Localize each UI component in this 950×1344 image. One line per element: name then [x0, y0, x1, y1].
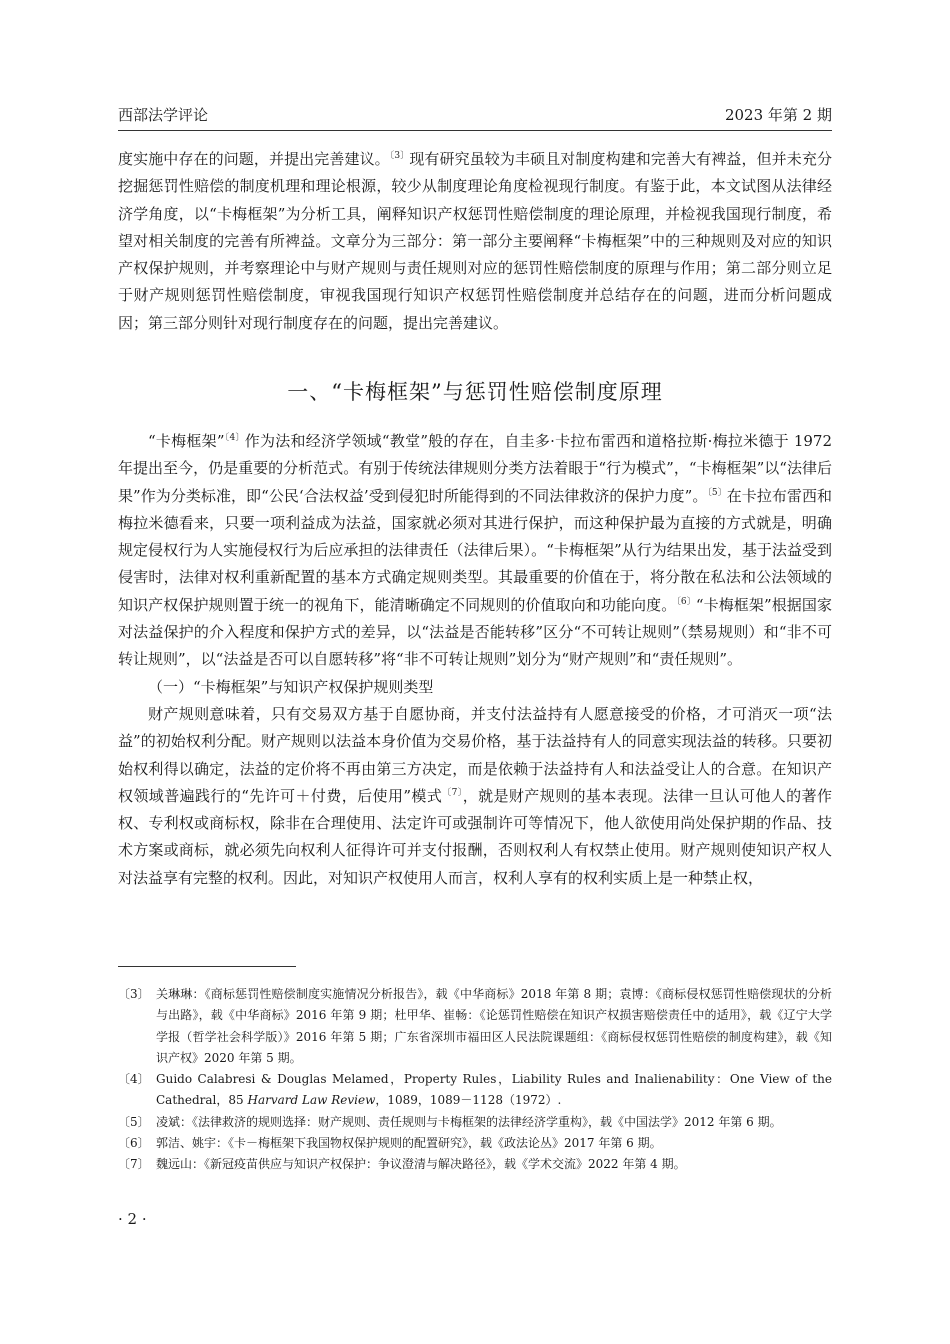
footnote-4 [118, 1069, 832, 1112]
running-header [118, 100, 832, 130]
footnote-ref-7[interactable]: 〔7〕 [442, 787, 463, 798]
footnote-mark: 〔4〕 [118, 1072, 150, 1087]
subsection-title: （一）“卡梅框架”与知识产权保护规则类型 [148, 677, 434, 696]
footnote-7 [118, 1154, 832, 1175]
footnote-6 [118, 1133, 832, 1154]
footnote-ref-6[interactable]: 〔6〕 [676, 596, 696, 607]
footnote-mark: 〔3〕 [118, 987, 150, 1001]
para1-text-3: 在卡拉布雷西和梅拉米德看来，只要一项利益成为法益，国家就必须对其进行保护，而这种保护最为直接的方式就是，明确规定侵权行为人实施侵权行为后应承担的法律责任（法律后果）。“卡梅框架”从行为结果出发，基于法益受到侵害时，法律对权利重新配置的基本方式确定规则类型。其最重要的价值在于，将分散在私法和公法领域的知识产权保护规则置于统一的视角下，能清晰确定不同规则的价值取向和功能向度。 [118, 486, 832, 614]
header-divider [118, 130, 832, 131]
footnote-journal-title: Harvard Law Review [247, 1093, 376, 1108]
footnote-mark: 〔7〕 [118, 1157, 150, 1172]
paragraph-cathedral-framework [118, 428, 832, 674]
main-body [118, 428, 832, 892]
footnote-text-pre: Guido Calabresi & Douglas Melamed，Property Rules，Liability Rules and Inalienability：One View of the Cathedral，85 [156, 1072, 832, 1108]
footnotes [118, 984, 832, 1176]
footnote-divider [118, 966, 296, 967]
para1-text-4: “卡梅框架”根据国家对法益保护的介入程度和保护方式的差异，以“法益是否能转移”区分“不可转让规则”（禁易规则）和“非不可转让规则”，以“法益是否可以自愿转移”将“非不可转让规则”划分为“财产规则”和“责任规则”。 [118, 595, 832, 669]
footnote-5 [118, 1112, 832, 1133]
footnote-text: 凌斌：《法律救济的规则选择：财产规则、责任规则与卡梅框架的法律经济学重构》，载《中国法学》2012 年第 6 期。 [156, 1114, 782, 1129]
para1-text-1: “卡梅框架” [148, 432, 225, 450]
issue-number: 2023 年第 2 期 [724, 106, 832, 124]
footnote-mark: 〔5〕 [118, 1114, 150, 1129]
footnote-ref-4[interactable]: 〔4〕 [224, 433, 245, 443]
intro-text-1: 度实施中存在的问题，并提出完善建议。 [118, 150, 390, 168]
para2-text-2: ，就是财产规则的基本表现。法律一旦认可他人的著作权、专利权或商标权，除非在合理使用、法定许可或强制许可等情况下，他人欲使用尚处保护期的作品、技术方案或商标，就必须先向权利人征得许可并支付报酬，否则权利人有权禁止使用。财产规则使知识产权人对法益享有完整的权利。因此，对知识产权使用人而言，权利人享有的权利实质上是一种禁止权， [118, 786, 832, 887]
footnote-text: 郭洁、姚宇：《卡－梅框架下我国物权保护规则的配置研究》，载《政法论丛》2017 年第 6 期。 [156, 1136, 662, 1151]
intro-text-2: 现有研究虽较为丰硕且对制度构建和完善大有裨益，但并未充分挖掘惩罚性赔偿的制度机理和理论根源，较少从制度理论角度检视现行制度。有鉴于此，本文试图从法律经济学角度，以“卡梅框架”为分析工具，阐释知识产权惩罚性赔偿制度的理论原理，并检视我国现行制度，希望对相关制度的完善有所裨益。文章分为三部分：第一部分主要阐释“卡梅框架”中的三种规则及对应的知识产权保护规则，并考察理论中与财产规则与责任规则对应的惩罚性赔偿制度的原理与作用；第二部分则立足于财产规则惩罚性赔偿制度，审视我国现行知识产权惩罚性赔偿制度并总结存在的问题，进而分析问题成因；第三部分则针对现行制度存在的问题，提出完善建议。 [118, 150, 832, 332]
footnote-3 [118, 984, 832, 1069]
footnote-ref-5[interactable]: 〔5〕 [707, 487, 727, 498]
footnote-text: 关琳琳：《商标惩罚性赔偿制度实施情况分析报告》，载《中华商标》2018 年第 8 期；袁博：《商标侵权惩罚性赔偿现状的分析与出路》，载《中华商标》2016 年第 9 期；杜甲华、崔畅：《论惩罚性赔偿在知识产权损害赔偿责任中的适用》，载《辽宁大学学报（哲学社会科学版）》2016 年第 5 期；广东省深圳市福田区人民法院课题组：《商标侵权惩罚性赔偿的制度构建》，载《知识产权》2020 年第 5 期。 [156, 987, 832, 1065]
para1-text-2: 作为法和经济学领域“教堂”般的存在，自圭多·卡拉布雷西和道格拉斯·梅拉米德于 1972 年提出至今，仍是重要的分析范式。有别于传统法律规则分类方法着眼于“行为模式”，“卡梅框架”以“法律后果”作为分类标准，即“公民‘合法权益’受到侵犯时所能得到的不同法律救济的保护力度”。 [118, 432, 832, 505]
page-number: · 2 · [118, 1210, 147, 1228]
journal-name: 西部法学评论 [118, 106, 209, 124]
para2-text-1: 财产规则意味着，只有交易双方基于自愿协商，并支付法益持有人愿意接受的价格，才可消灭一项“法益”的初始权利分配。财产规则以法益本身价值为交易价格，基于法益持有人的同意实现法益的转移。只要初始权利得以确定，法益的定价将不再由第三方决定，而是依赖于法益持有人和法益受让人的合意。在知识产权领域普遍践行的“先许可＋付费，后使用”模式 [118, 704, 832, 805]
section-title: 一、“卡梅框架”与惩罚性赔偿制度原理 [287, 380, 663, 404]
footnote-mark: 〔6〕 [118, 1136, 150, 1151]
footnote-text: 魏远山：《新冠疫苗供应与知识产权保护：争议澄清与解决路径》，载《学术交流》2022 年第 4 期。 [156, 1157, 686, 1172]
footnote-text-post: ，1089，1089－1128（1972）. [375, 1093, 562, 1108]
intro-paragraph [118, 146, 832, 337]
footnote-ref-3[interactable]: 〔3〕 [389, 151, 410, 161]
paragraph-property-rule [118, 701, 832, 892]
